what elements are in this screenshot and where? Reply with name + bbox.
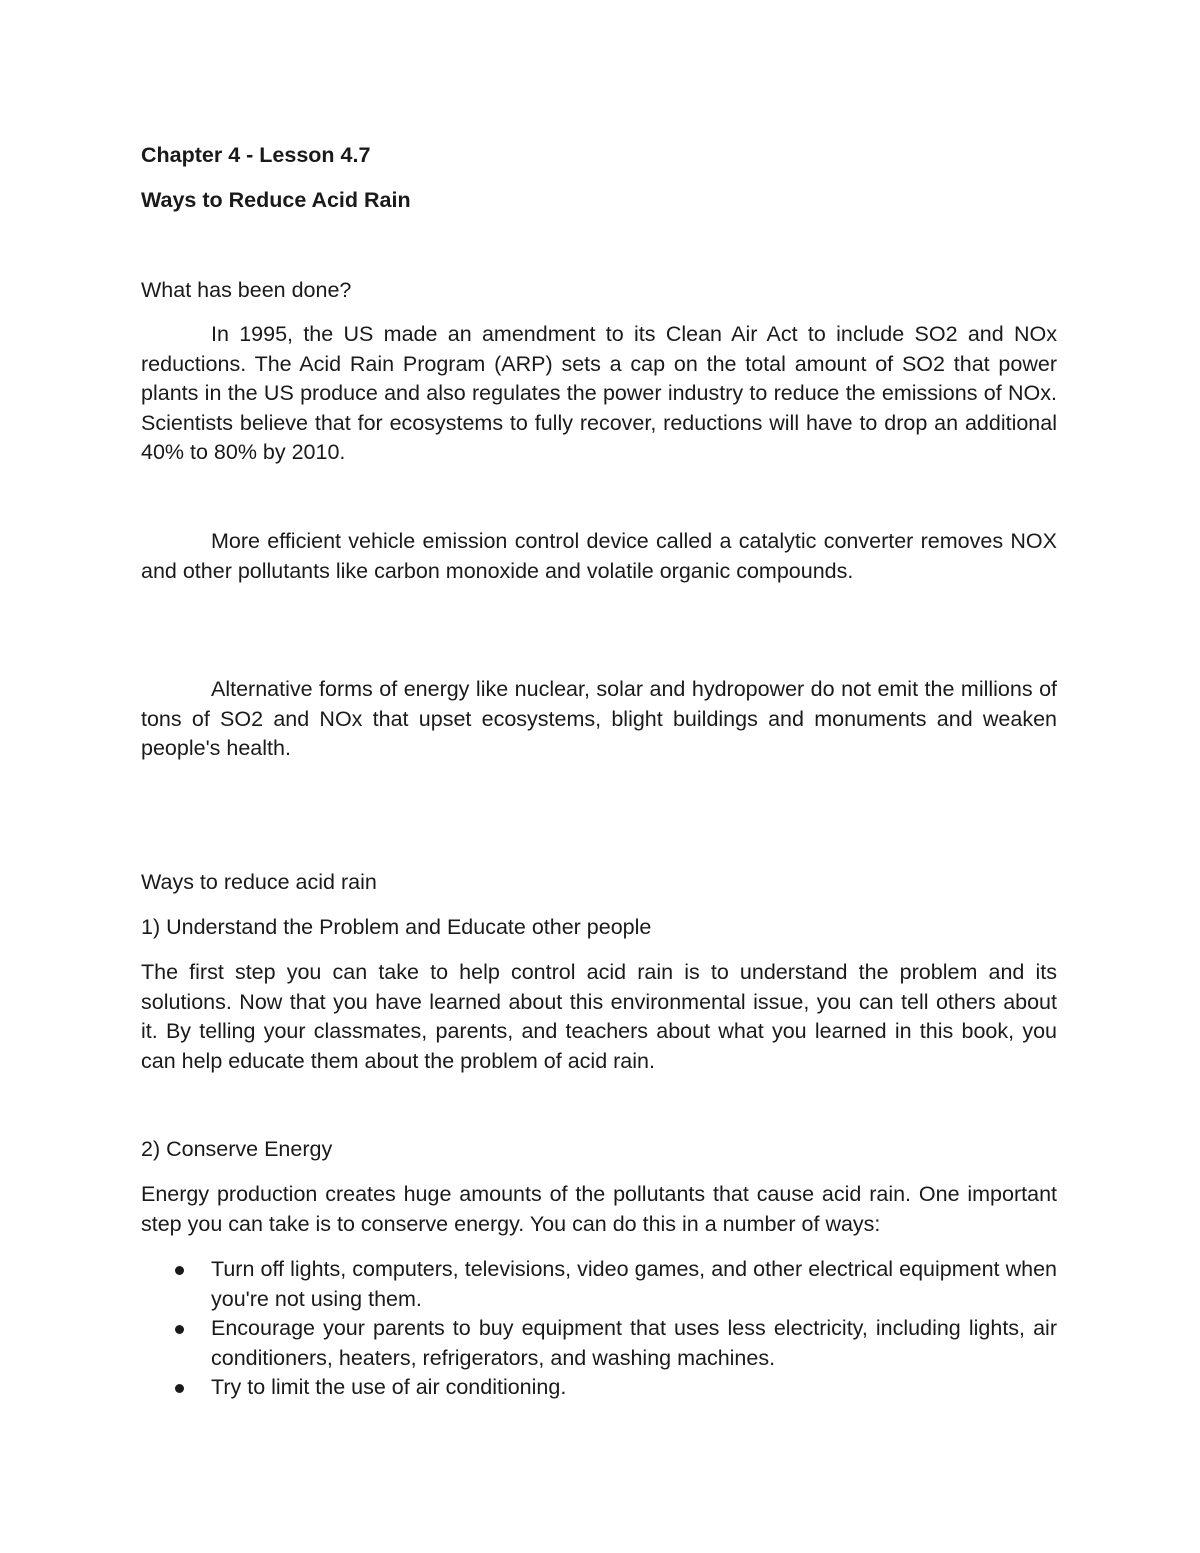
- list-item-text: Turn off lights, computers, televisions, video games, and other electrical equipment when you're not using them.: [211, 1257, 1057, 1311]
- section-heading-what-has-been-done: What has been done?: [141, 278, 352, 302]
- paragraph-alternative-energy: Alternative forms of energy like nuclear, solar and hydropower do not emit the millions of tons of SO2 and NOx that upset ecosystems, blight buildings and monuments and weaken people's health.: [141, 677, 1057, 761]
- paragraph-educate-others: The first step you can take to help control acid rain is to understand the problem and its solutions. Now that you have learned about this environmental issue, you can tell others about it. By telling your classmates, parents, and teachers about what you learned in this book, you can help educate them about the problem of acid rain.: [141, 960, 1057, 1073]
- list-item-text: Encourage your parents to buy equipment that uses less electricity, including lights, air conditioners, heaters, refrigerators, and washing machines.: [211, 1316, 1057, 1370]
- conserve-energy-list: [141, 1255, 1057, 1403]
- bullet-icon: [175, 1325, 184, 1334]
- paragraph-catalytic-converter: More efficient vehicle emission control device called a catalytic converter removes NOX and other pollutants like carbon monoxide and volatile organic compounds.: [141, 529, 1057, 583]
- section-heading-ways-to-reduce: Ways to reduce acid rain: [141, 870, 377, 894]
- chapter-title: Chapter 4 - Lesson 4.7: [141, 143, 371, 167]
- document-page: [141, 0, 1057, 1553]
- item-title-understand-problem: 1) Understand the Problem and Educate other people: [141, 915, 652, 939]
- list-item-text: Try to limit the use of air conditioning.: [211, 1375, 567, 1400]
- lesson-title: Ways to Reduce Acid Rain: [141, 188, 411, 212]
- paragraph-energy-production: Energy production creates huge amounts of the pollutants that cause acid rain. One important step you can take is to conserve energy. You can do this in a number of ways:: [141, 1182, 1057, 1236]
- list-item: [141, 1314, 1057, 1373]
- list-item: [141, 1255, 1057, 1314]
- item-title-conserve-energy: 2) Conserve Energy: [141, 1137, 333, 1161]
- bullet-icon: [175, 1266, 184, 1275]
- list-item: [141, 1373, 1057, 1403]
- bullet-icon: [175, 1384, 184, 1393]
- paragraph-clean-air-act: In 1995, the US made an amendment to its Clean Air Act to include SO2 and NOx reductions. The Acid Rain Program (ARP) sets a cap on the total amount of SO2 that power plants in the US produce and also regulates the power industry to reduce the emissions of NOx. Scientists believe that for ecosystems to fully recover, reductions will have to drop an additional 40% to 80% by 2010.: [141, 322, 1057, 465]
